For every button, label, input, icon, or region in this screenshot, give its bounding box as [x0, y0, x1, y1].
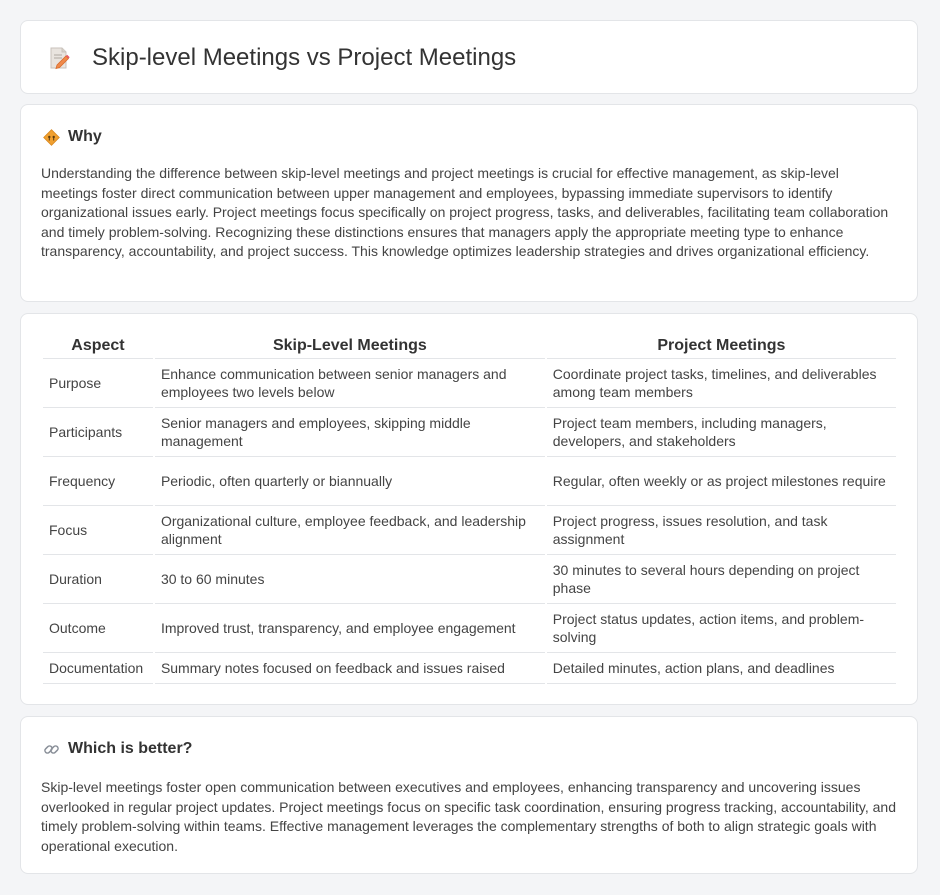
- better-heading-row: [43, 737, 192, 761]
- row-project: Detailed minutes, action plans, and deadlines: [547, 653, 896, 684]
- better-text: Skip-level meetings foster open communication between executives and employees, enhancing transparency and uncovering issues overlooked in regular project updates. Project meetings focus on specific task coordination, ensuring progress tracking, accountability, and timely problem-solving within teams. Effective management leverages the complementary strengths of both to align strategic goals with operational execution.: [41, 779, 896, 854]
- table-row: [43, 408, 896, 457]
- row-aspect: Frequency: [43, 457, 153, 506]
- header-skip-level: Skip-Level Meetings: [155, 334, 545, 359]
- why-heading-row: [43, 125, 102, 149]
- table-row: [43, 653, 896, 684]
- row-skip-level: Organizational culture, employee feedback, and leadership alignment: [155, 506, 545, 555]
- better-heading: Which is better?: [68, 740, 193, 757]
- row-project: Coordinate project tasks, timelines, and deliverables among team members: [547, 359, 896, 408]
- table-row: [43, 506, 896, 555]
- row-skip-level: Improved trust, transparency, and employee engagement: [155, 604, 545, 653]
- table-row: [43, 555, 896, 604]
- row-aspect: Participants: [43, 408, 153, 457]
- row-project: Project progress, issues resolution, and task assignment: [547, 506, 896, 555]
- header-aspect: Aspect: [43, 334, 153, 359]
- page-title: Skip-level Meetings vs Project Meetings: [92, 44, 517, 71]
- row-skip-level: Senior managers and employees, skipping middle management: [155, 408, 545, 457]
- row-project: Project status updates, action items, and problem-solving: [547, 604, 896, 653]
- header-card: [20, 20, 918, 94]
- row-aspect: Outcome: [43, 604, 153, 653]
- table-row: [43, 604, 896, 653]
- row-aspect: Duration: [43, 555, 153, 604]
- row-aspect: Purpose: [43, 359, 153, 408]
- row-skip-level: 30 to 60 minutes: [155, 555, 545, 604]
- row-aspect: Documentation: [43, 653, 153, 684]
- header-project: Project Meetings: [547, 334, 896, 359]
- row-skip-level: Periodic, often quarterly or biannually: [155, 457, 545, 506]
- link-icon: [43, 741, 60, 758]
- why-heading: Why: [68, 128, 102, 145]
- why-text: Understanding the difference between skip-level meetings and project meetings is crucial for effective management, as skip-level meetings foster direct communication between upper management and employees, bypassing immediate supervisors to identify organizational issues early. Project meetings focus specifically on project progress, tasks, and deliverables, facilitating team collaboration and timely problem-solving. Recognizing these distinctions ensures that managers apply the appropriate meeting type to enhance transparency, accountability, and project success. This knowledge optimizes leadership strategies and drives organizational efficiency.: [41, 165, 889, 259]
- row-project: 30 minutes to several hours depending on project phase: [547, 555, 896, 604]
- comparison-section: [20, 313, 918, 705]
- row-skip-level: Summary notes focused on feedback and issues raised: [155, 653, 545, 684]
- row-project: Regular, often weekly or as project milestones require: [547, 457, 896, 506]
- row-project: Project team members, including managers, developers, and stakeholders: [547, 408, 896, 457]
- row-aspect: Focus: [43, 506, 153, 555]
- comparison-table: [41, 334, 898, 684]
- row-skip-level: Enhance communication between senior managers and employees two levels below: [155, 359, 545, 408]
- table-row: [43, 359, 896, 408]
- which-better-section: [20, 716, 918, 874]
- diamond-signs-icon: [43, 129, 60, 146]
- document-pencil-icon: [48, 46, 70, 70]
- table-row: [43, 457, 896, 506]
- why-section: [20, 104, 918, 302]
- table-header-row: [43, 334, 896, 359]
